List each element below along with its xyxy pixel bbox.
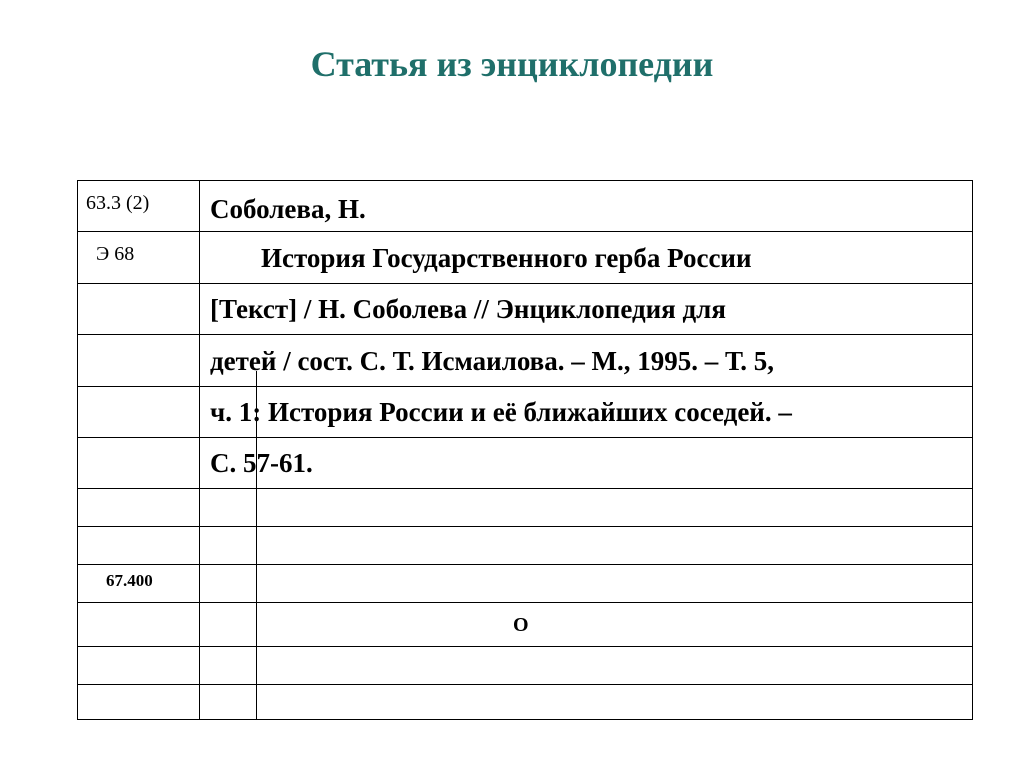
card-rule <box>78 488 972 489</box>
card-rule <box>78 283 972 284</box>
page-title: Статья из энциклопедии <box>310 44 714 84</box>
card-rule <box>78 564 972 565</box>
entry-line: [Текст] / Н. Соболева // Энциклопедия для <box>210 294 726 324</box>
author-mark: Э 68 <box>96 243 135 265</box>
bottom-index: 67.400 <box>106 571 153 590</box>
entry-line: С. 57-61. <box>210 448 313 478</box>
entry-line: Соболева, Н. <box>210 194 366 224</box>
bottom-mark: О <box>513 614 529 636</box>
card-rule <box>78 684 972 685</box>
card-rule <box>78 334 972 335</box>
card-rule <box>78 526 972 527</box>
card-rule <box>78 437 972 438</box>
card-rule <box>78 602 972 603</box>
catalog-card <box>77 180 973 720</box>
card-rule <box>78 386 972 387</box>
card-rule <box>78 231 972 232</box>
entry-line: ч. 1: История России и её ближайших соседей. – <box>210 397 792 427</box>
entry-line: История Государственного герба России <box>261 243 752 273</box>
card-left-margin-line <box>199 181 200 719</box>
shelf-index: 63.3 (2) <box>86 192 150 214</box>
entry-line: детей / сост. С. Т. Исмаилова. – М., 1995. – Т. 5, <box>210 346 775 376</box>
card-rule <box>78 646 972 647</box>
